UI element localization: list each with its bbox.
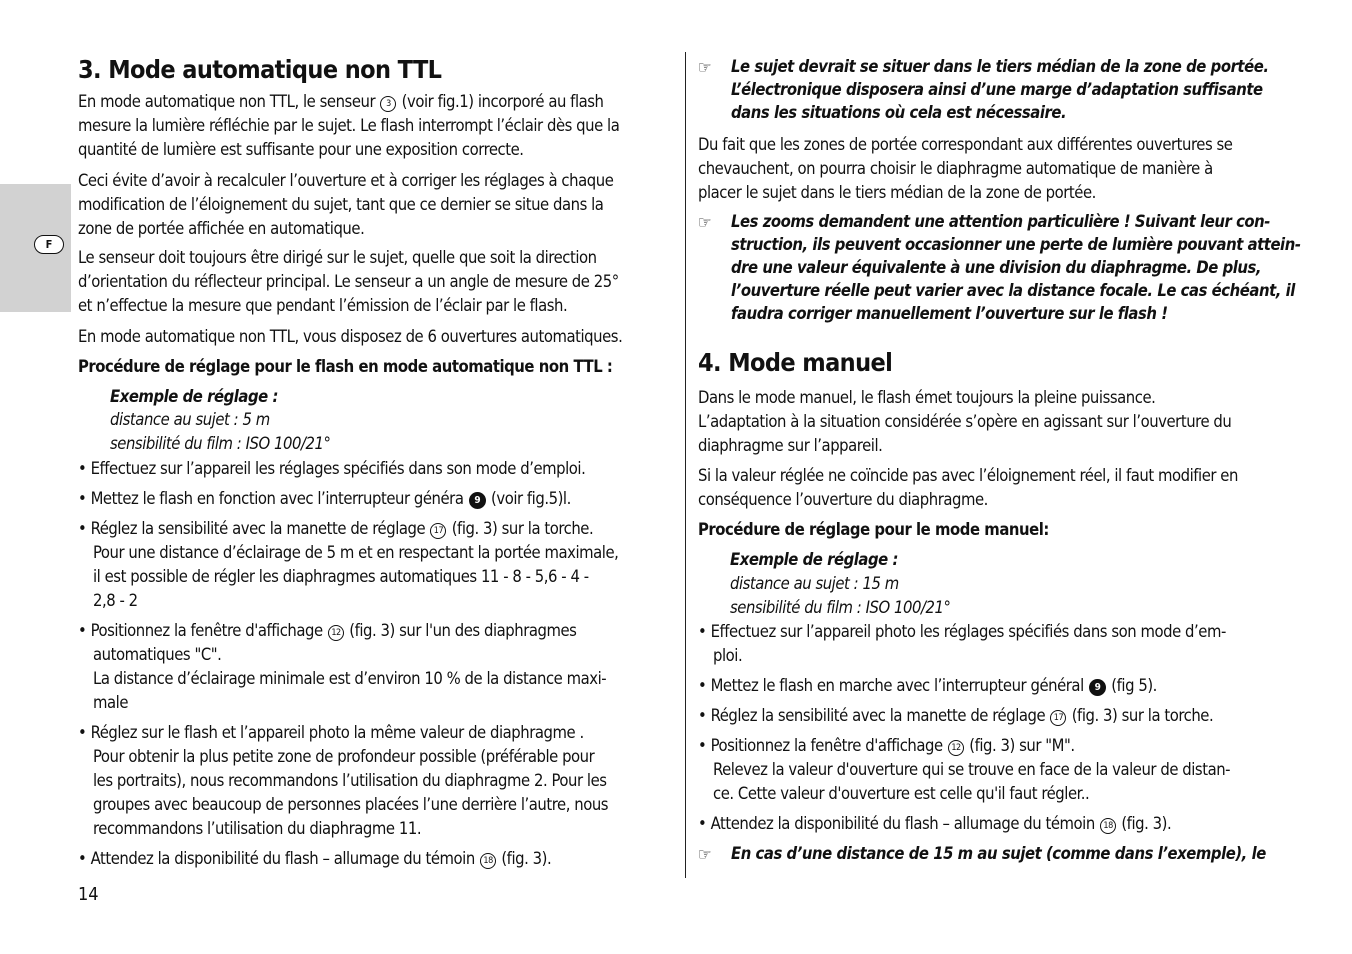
bullet-item: • Mettez le flash en marche avec l’interrupteur général 9 (fig 5). (698, 676, 1157, 695)
bullet-continuation: La distance d’éclairage minimale est d’environ 10 % de la distance maxi- (93, 669, 607, 688)
note-line: dre une valeur équivalente à une division du diaphragme. De plus, (731, 258, 1262, 277)
paragraph-line: En mode automatique non TTL, le senseur 3 (voir fig.1) incorporé au flash (78, 92, 604, 111)
bullet-continuation: il est possible de régler les diaphragmes automatiques 11 - 8 - 5,6 - 4 - (93, 567, 589, 586)
example-line: distance au sujet : 15 m (730, 574, 899, 593)
paragraph-line: conséquence l’ouverture du diaphragme. (698, 490, 988, 509)
paragraph-line: Le senseur doit toujours être dirigé sur le sujet, quelle que soit la direction (78, 248, 597, 267)
note-line: L’électronique disposera ainsi d’une marge d’adaptation suffisante (731, 80, 1263, 99)
bullet-item: • Effectuez sur l’appareil photo les réglages spécifiés dans son mode d’em- (698, 622, 1226, 641)
bullet-item: • Effectuez sur l’appareil les réglages spécifiés dans son mode d’emploi. (78, 459, 586, 478)
example-line: sensibilité du film : ISO 100/21° (110, 434, 331, 453)
ref-number-icon: 18 (1100, 818, 1116, 834)
paragraph-line: chevauchent, on pourra choisir le diaphragme automatique de manière à (698, 159, 1213, 178)
example-title: Exemple de réglage : (110, 387, 278, 406)
bullet-continuation: Pour obtenir la plus petite zone de profondeur possible (préférable pour (93, 747, 595, 766)
procedure-title: Procédure de réglage pour le flash en mode automatique non TTL : (78, 357, 613, 376)
pointing-hand-icon: ☞ (698, 58, 712, 78)
paragraph-line: d’orientation du réflecteur principal. Le senseur a un angle de mesure de 25° (78, 272, 619, 291)
page-number: 14 (78, 884, 99, 905)
note-line: En cas d’une distance de 15 m au sujet (comme dans l’exemple), le (731, 844, 1266, 863)
bullet-item: • Positionnez la fenêtre d'affichage 12 (fig. 3) sur "M". (698, 736, 1075, 755)
bullet-item: • Positionnez la fenêtre d'affichage 12 (fig. 3) sur l'un des diaphragmes (78, 621, 577, 640)
bullet-item: • Attendez la disponibilité du flash – allumage du témoin 18 (fig. 3). (78, 849, 552, 868)
paragraph-line: placer le sujet dans le tiers médian de la zone de portée. (698, 183, 1096, 202)
paragraph-line: zone de portée affichée en automatique. (78, 219, 365, 238)
ref-number-icon: 12 (948, 740, 964, 756)
ref-number-icon: 3 (380, 96, 396, 112)
note-line: Le sujet devrait se situer dans le tiers médian de la zone de portée. (731, 57, 1269, 76)
bullet-item: • Réglez la sensibilité avec la manette de réglage 17 (fig. 3) sur la torche. (698, 706, 1214, 725)
paragraph-line: quantité de lumière est suffisante pour une exposition correcte. (78, 140, 524, 159)
bullet-continuation: automatiques "C". (93, 645, 222, 664)
note-line: dans les situations où cela est nécessaire. (731, 103, 1067, 122)
paragraph-line: En mode automatique non TTL, vous disposez de 6 ouvertures automatiques. (78, 327, 623, 346)
paragraph-line: diaphragme sur l’appareil. (698, 436, 883, 455)
paragraph-line: Du fait que les zones de portée correspondant aux différentes ouvertures se (698, 135, 1233, 154)
note-line: l’ouverture réelle peut varier avec la distance focale. Le cas échéant, il (731, 281, 1295, 300)
procedure-title: Procédure de réglage pour le mode manuel: (698, 520, 1049, 539)
paragraph-line: Si la valeur réglée ne coïncide pas avec l’éloignement réel, il faut modifier en (698, 466, 1238, 485)
example-line: sensibilité du film : ISO 100/21° (730, 598, 951, 617)
paragraph-line: Dans le mode manuel, le flash émet toujours la pleine puissance. (698, 388, 1156, 407)
bullet-item: • Réglez sur le flash et l’appareil photo la même valeur de diaphragme . (78, 723, 584, 742)
pointing-hand-icon: ☞ (698, 845, 712, 865)
ref-number-icon: 12 (328, 625, 344, 641)
ref-number-icon: 17 (1050, 710, 1066, 726)
paragraph-line: mesure la lumière réfléchie par le sujet. Le flash interrompt l’éclair dès que la (78, 116, 620, 135)
bullet-continuation: groupes avec beaucoup de personnes placées l’une derrière l’autre, nous (93, 795, 609, 814)
paragraph-line: L’adaptation à la situation considérée s’opère en agissant sur l’ouverture du (698, 412, 1232, 431)
column-divider (685, 52, 686, 878)
bullet-item: • Attendez la disponibilité du flash – allumage du témoin 18 (fig. 3). (698, 814, 1172, 833)
paragraph-line: et n’effectue la mesure que pendant l’émission de l’éclair par le flash. (78, 296, 568, 315)
example-line: distance au sujet : 5 m (110, 410, 270, 429)
main-switch-ref-icon: 9 (469, 492, 486, 509)
note-line: struction, ils peuvent occasionner une perte de lumière pouvant attein- (731, 235, 1301, 254)
bullet-item: • Réglez la sensibilité avec la manette de réglage 17 (fig. 3) sur la torche. (78, 519, 594, 538)
ref-number-icon: 18 (480, 853, 496, 869)
language-badge: F (34, 235, 64, 254)
paragraph-line: modification de l’éloignement du sujet, tant que ce dernier se situe dans la (78, 195, 604, 214)
pointing-hand-icon: ☞ (698, 213, 712, 233)
note-line: faudra corriger manuellement l’ouverture sur le flash ! (731, 304, 1168, 323)
main-switch-ref-icon: 9 (1089, 679, 1106, 696)
bullet-continuation: Pour une distance d’éclairage de 5 m et en respectant la portée maximale, (93, 543, 619, 562)
bullet-continuation: les portraits), nous recommandons l’utilisation du diaphragme 2. Pour les (93, 771, 607, 790)
ref-number-icon: 17 (430, 523, 446, 539)
note-line: Les zooms demandent une attention particulière ! Suivant leur con- (731, 212, 1271, 231)
bullet-continuation: ploi. (713, 646, 743, 665)
section-heading-auto-non-ttl: 3. Mode automatique non TTL (78, 55, 442, 84)
bullet-continuation: 2,8 - 2 (93, 591, 138, 610)
section-heading-manual: 4. Mode manuel (698, 348, 893, 377)
bullet-continuation: male (93, 693, 129, 712)
example-title: Exemple de réglage : (730, 550, 898, 569)
bullet-continuation: ce. Cette valeur d'ouverture est celle qu'il faut régler.. (713, 784, 1090, 803)
bullet-continuation: recommandons l’utilisation du diaphragme 11. (93, 819, 422, 838)
bullet-continuation: Relevez la valeur d'ouverture qui se trouve en face de la valeur de distan- (713, 760, 1231, 779)
bullet-item: • Mettez le flash en fonction avec l’interrupteur généra 9 (voir fig.5)l. (78, 489, 571, 508)
paragraph-line: Ceci évite d’avoir à recalculer l’ouverture et à corriger les réglages à chaque (78, 171, 614, 190)
